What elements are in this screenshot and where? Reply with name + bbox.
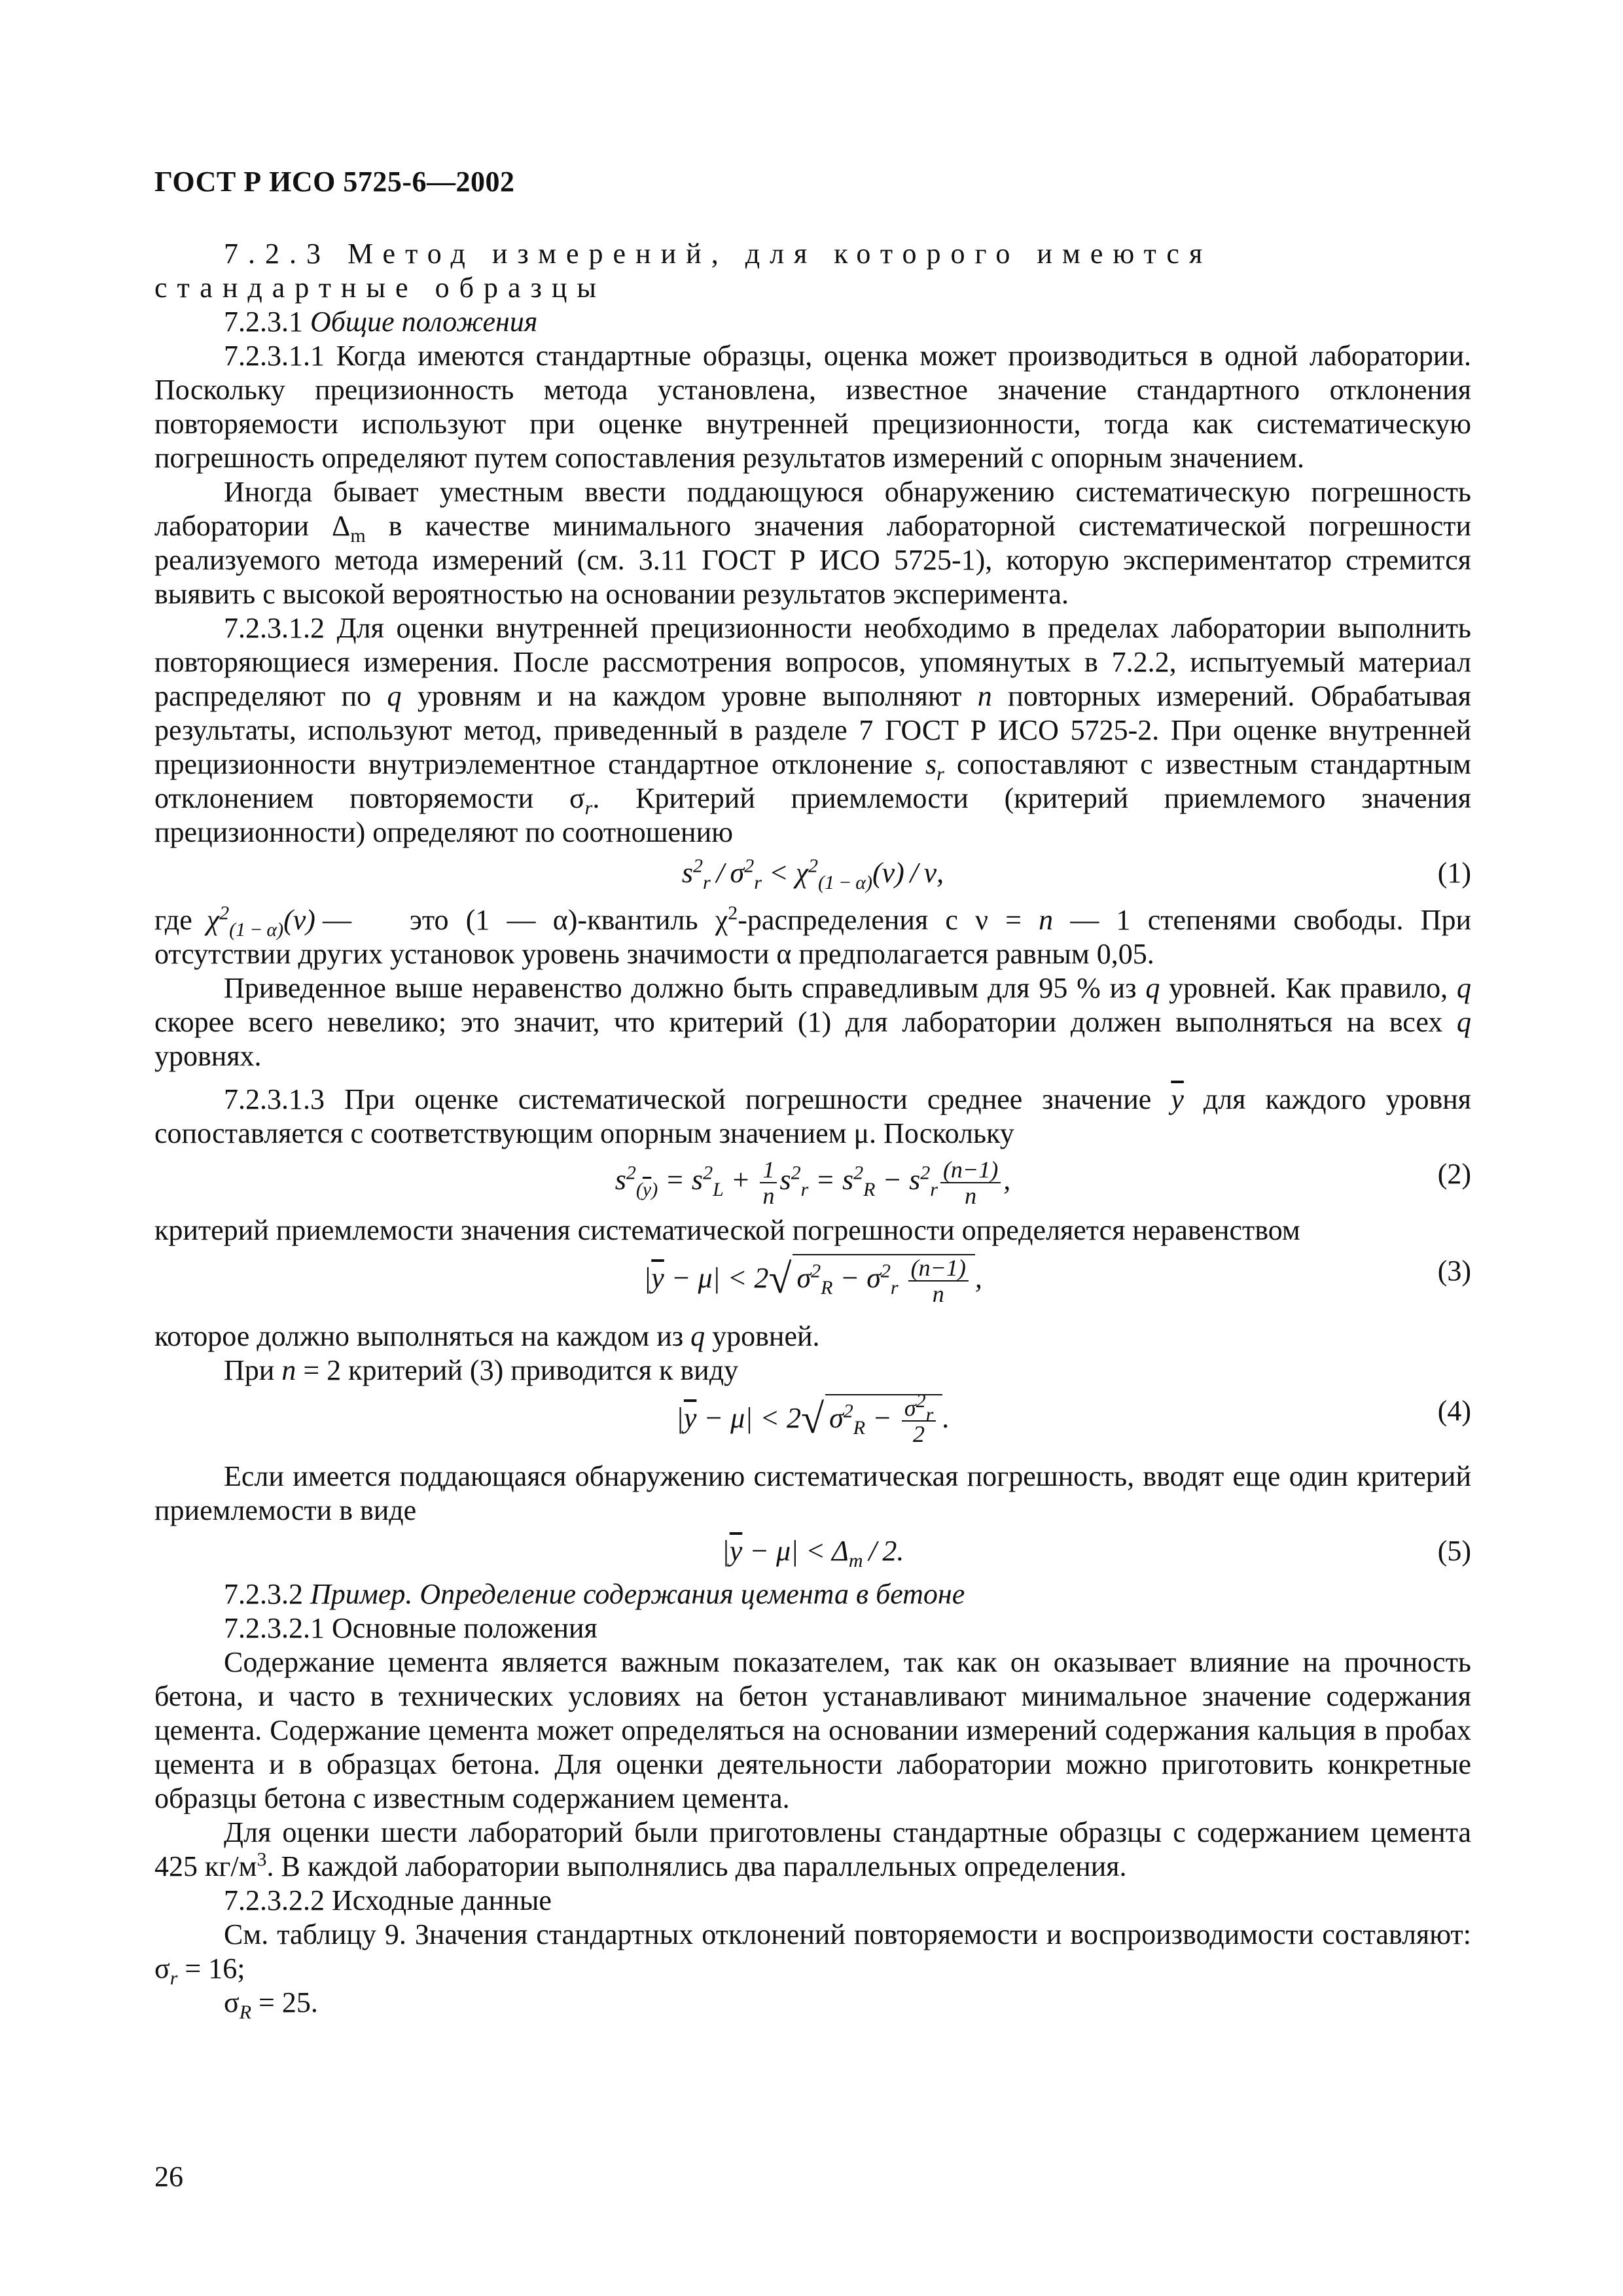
paragraph-additional-criterion: Если имеется поддающаяся обнаружению систематическая погрешность, вводят еще один критерий приемлемости в виде: [154, 1460, 1471, 1526]
formula-5: [154, 1533, 1471, 1573]
paragraph-systematic-error: Иногда бывает уместным ввести поддающуюся обнаружению систематическую погрешность лаборатории $\Delta_m$ в качестве минимального значения лабораторной систематической погрешности реализуемого метода измерений (см. 3.11 ГОСТ Р ИСО 5725-1), которую экспериментатор стремится выявить с высокой вероятностью на основании результатов эксперимента.: [154, 476, 1471, 610]
formula-4-number: (4): [1437, 1395, 1471, 1427]
paragraph-n-equals-2: При n = 2 критерий (3) приводится к виду: [224, 1354, 739, 1386]
formula-1-number: (1): [1437, 857, 1471, 889]
formula-3: [154, 1253, 1471, 1316]
page-number: 26: [154, 2161, 183, 2193]
formula-2-number: (2): [1437, 1158, 1471, 1190]
formula-3-number: (3): [1437, 1255, 1471, 1287]
subsection-heading-7-2-3-2-2: 7.2.3.2.2 Исходные данные: [224, 1884, 552, 1916]
formula-1: [154, 855, 1471, 895]
paragraph-95-percent: Приведенное выше неравенство должно быть справедливым для 95 % из q уровней. Как правило, q скорее всего невелико; это значит, что критерий (1) для лаборатории должен выполняться на всех q уровнях.: [154, 972, 1471, 1072]
document-body: [154, 237, 1472, 2023]
paragraph-7-2-3-1-2: 7.2.3.1.2 Для оценки внутренней прецизионности необходимо в пределах лаборатории выполнить повторяющиеся измерения. После рассмотрения вопросов, упомянутых в 7.2.2, испытуемый материал распределяют по q уровням и на каждом уровне выполняют n повторных измерений. Обрабатывая результаты, используют метод, приведенный в разделе 7 ГОСТ Р ИСО 5725-2. При оценке внутренней прецизионности внутриэлементное стандартное отклонение $s_r$ сопоставляют с известным стандартным отклонением повторяемости $\sigma_r$. Критерий приемлемости (критерий приемлемого значения прецизионности) определяют по соотношению: [154, 612, 1472, 848]
formula-2-expression: $s^2_{(\overline{y})} = s^2_L$ + $\frac{1}{n}$ $s^2_r = s^2_R - s^2_r$ $\frac{(n-1)}{n}$ ,: [615, 1157, 1011, 1209]
formula-2: [154, 1156, 1471, 1210]
paragraph-7-2-3-1-1: 7.2.3.1.1 Когда имеются стандартные образцы, оценка может производиться в одной лаборатории. Поскольку прецизионность метода установлена, известное значение стандартного отклонения повторяемости используют при оценке внутренней прецизионности, тогда как систематическую погрешность определяют путем сопоставления результатов измерений с опорным значением.: [154, 340, 1471, 474]
formula-1-definition: где $\chi^2_{(1 - \alpha)}(\nu)$ —это (1 — α)-квантиль $\chi^2$-распределения с ν = n — 1 степенями свободы. При отсутствии других установок уровень значимости α предполагается равным 0,05.: [154, 902, 1471, 970]
paragraph-each-level: которое должно выполняться на каждом из q уровней.: [154, 1320, 820, 1352]
formula-1-expression: $s^2_r / \sigma^2_r < \chi^2_{(1 - \alpha)}(\nu) / \nu$,: [681, 855, 944, 893]
subsection-heading-7-2-3-1: 7.2.3.1 Общие положения: [224, 306, 538, 338]
paragraph-cement-content: Содержание цемента является важным показателем, так как он оказывает влияние на прочность бетона, и часто в технических условиях на бетон устанавливают минимальное значение содержания цемента. Содержание цемента может определяться на основании измерений содержания кальция в пробах цемента и в образцах бетона. Для оценки деятельности лаборатории можно приготовить конкретные образцы бетона с известным содержанием цемента.: [154, 1646, 1471, 1814]
paragraph-7-2-3-1-3: 7.2.3.1.3 При оценке систематической погрешности среднее значение $\overline{y}$ для каждого уровня сопоставляется с соответствующим опорным значением μ. Поскольку: [154, 1083, 1472, 1149]
paragraph-sigma-r: $\sigma_R = 25$.: [224, 1986, 318, 2023]
formula-5-expression: $|\overline{y} - \mu| < \Delta_m / 2$.: [721, 1535, 904, 1571]
paragraph-criterion-systematic: критерий приемлемости значения систематической погрешности определяется неравенством: [154, 1214, 1300, 1246]
subsection-heading-7-2-3-2-1: 7.2.3.2.1 Основные положения: [224, 1612, 597, 1644]
document-header: ГОСТ Р ИСО 5725-6—2002: [154, 166, 515, 198]
section-heading-7-2-3: 7.2.3 Метод измерений, для которого имеются стандартные образцы: [154, 238, 1213, 304]
formula-4-expression: $|\overline{y} - \mu| < 2√$ $\sigma^2_R$ − $\frac{\sigma^2_r}{2}$ .: [675, 1390, 950, 1447]
paragraph-table-9-ref: См. таблицу 9. Значения стандартных отклонений повторяемости и воспроизводимости составляют: $\sigma_r = 16$;: [154, 1918, 1471, 1989]
formula-4: [154, 1390, 1471, 1456]
paragraph-six-laboratories: Для оценки шести лабораторий были приготовлены стандартные образцы с содержанием цемента 425 $кг/м^3$. В каждой лаборатории выполнялись два параллельных определения.: [154, 1816, 1471, 1882]
formula-5-number: (5): [1437, 1535, 1471, 1567]
formula-3-expression: $|\overline{y} - \mu| < 2√$ $\sigma^2_R - \sigma^2_r$ $\frac{(n-1)}{n}$ ,: [643, 1255, 982, 1307]
subsection-heading-7-2-3-2: 7.2.3.2 Пример. Определение содержания цемента в бетоне: [224, 1578, 965, 1610]
